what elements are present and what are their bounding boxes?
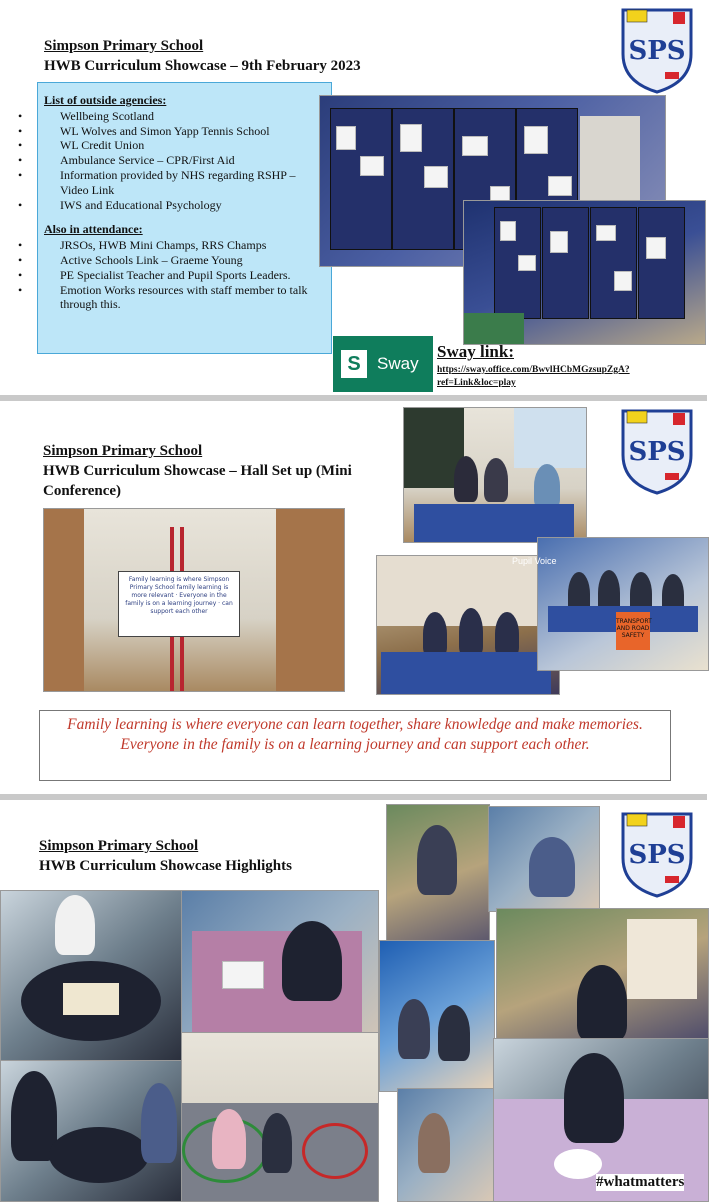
photo-transport-road-safety bbox=[512, 537, 709, 671]
school-crest-logo bbox=[619, 405, 695, 495]
slide-highlights bbox=[0, 800, 707, 1200]
logo-letters: SPS bbox=[628, 437, 686, 467]
hashtag-label: #whatmatters bbox=[596, 1174, 685, 1190]
school-name: Simpson Primary School bbox=[44, 38, 204, 54]
agencies-list bbox=[44, 109, 323, 213]
logo-letters: SPS bbox=[628, 840, 686, 870]
photo-display-boards-second bbox=[463, 200, 706, 345]
list-item: • IWS and Educational Psychology bbox=[44, 198, 323, 213]
slide-hall-setup bbox=[0, 401, 707, 793]
list-item: • WL Wolves and Simon Yapp Tennis School bbox=[44, 124, 323, 139]
slide-title: HWB Curriculum Showcase – 9th February 2023 bbox=[44, 58, 361, 74]
slide3-title-block bbox=[39, 836, 292, 876]
agencies-heading: List of outside agencies: bbox=[44, 93, 167, 107]
sway-letter-icon: S bbox=[341, 350, 367, 378]
family-learning-poster: Family learning is where Simpson Primary School family learning is more relevant · Everyone in the family is on a learning journey · can support each other bbox=[118, 571, 240, 637]
photo-pupils-at-table bbox=[403, 407, 587, 543]
sway-logo-text: Sway bbox=[377, 354, 419, 373]
list-item: • Ambulance Service – CPR/First Aid bbox=[44, 153, 323, 168]
photo-pupils-group bbox=[397, 1088, 495, 1202]
list-item: • JRSOs, HWB Mini Champs, RRS Champs bbox=[44, 238, 323, 253]
slide-title: HWB Curriculum Showcase – Hall Set up (Mini Conference) bbox=[43, 463, 352, 499]
list-item: • Emotion Works resources with staff member to talk through this. bbox=[44, 283, 323, 313]
slide2-title-block bbox=[43, 441, 403, 501]
photo-sensory-tent bbox=[379, 940, 495, 1092]
list-item: • Information provided by NHS regarding RSHP – Video Link bbox=[44, 168, 323, 198]
photo-pupils-crafting bbox=[488, 806, 600, 912]
photo-hall-wall-poster bbox=[43, 508, 345, 692]
slide1-title-block bbox=[44, 36, 361, 76]
agencies-info-box bbox=[37, 82, 332, 354]
family-learning-quote bbox=[39, 710, 671, 781]
sway-link-label: Sway link: bbox=[437, 342, 514, 361]
photo-sensory-tray bbox=[0, 890, 182, 1062]
quote-line-2: Everyone in the family is on a learning journey and can support each other. bbox=[120, 736, 590, 753]
attendance-heading: Also in attendance: bbox=[44, 222, 143, 237]
pupil-voice-caption: Pupil Voice bbox=[512, 556, 557, 566]
sway-logo[interactable] bbox=[333, 336, 433, 392]
sway-link-url[interactable]: https://sway.office.com/BwvlHCbMGzsupZgA?ref=Link&loc=play bbox=[437, 365, 630, 388]
photo-pupil-activity bbox=[386, 804, 490, 956]
photo-matching-cards bbox=[0, 1060, 182, 1202]
photo-hoops-game bbox=[181, 1032, 379, 1202]
slide-title: HWB Curriculum Showcase Highlights bbox=[39, 858, 292, 874]
slide-showcase-overview bbox=[0, 0, 707, 395]
school-name: Simpson Primary School bbox=[43, 443, 203, 459]
photo-pupil-leaders bbox=[376, 555, 560, 695]
school-name: Simpson Primary School bbox=[39, 838, 199, 854]
attendance-list bbox=[44, 238, 323, 312]
photo-classroom-child bbox=[496, 908, 709, 1042]
list-item: • WL Credit Union bbox=[44, 138, 323, 153]
list-item: • Wellbeing Scotland bbox=[44, 109, 323, 124]
list-item: • Active Schools Link – Graeme Young bbox=[44, 253, 323, 268]
school-crest-logo bbox=[619, 808, 695, 898]
logo-letters: SPS bbox=[628, 36, 686, 66]
quote-line-1: Family learning is where everyone can learn together, share knowledge and make memories. bbox=[67, 716, 643, 733]
road-safety-sign: TRANSPORT AND ROAD SAFETY bbox=[616, 612, 650, 650]
school-crest-logo bbox=[619, 4, 695, 94]
list-item: • PE Specialist Teacher and Pupil Sports Leaders. bbox=[44, 268, 323, 283]
